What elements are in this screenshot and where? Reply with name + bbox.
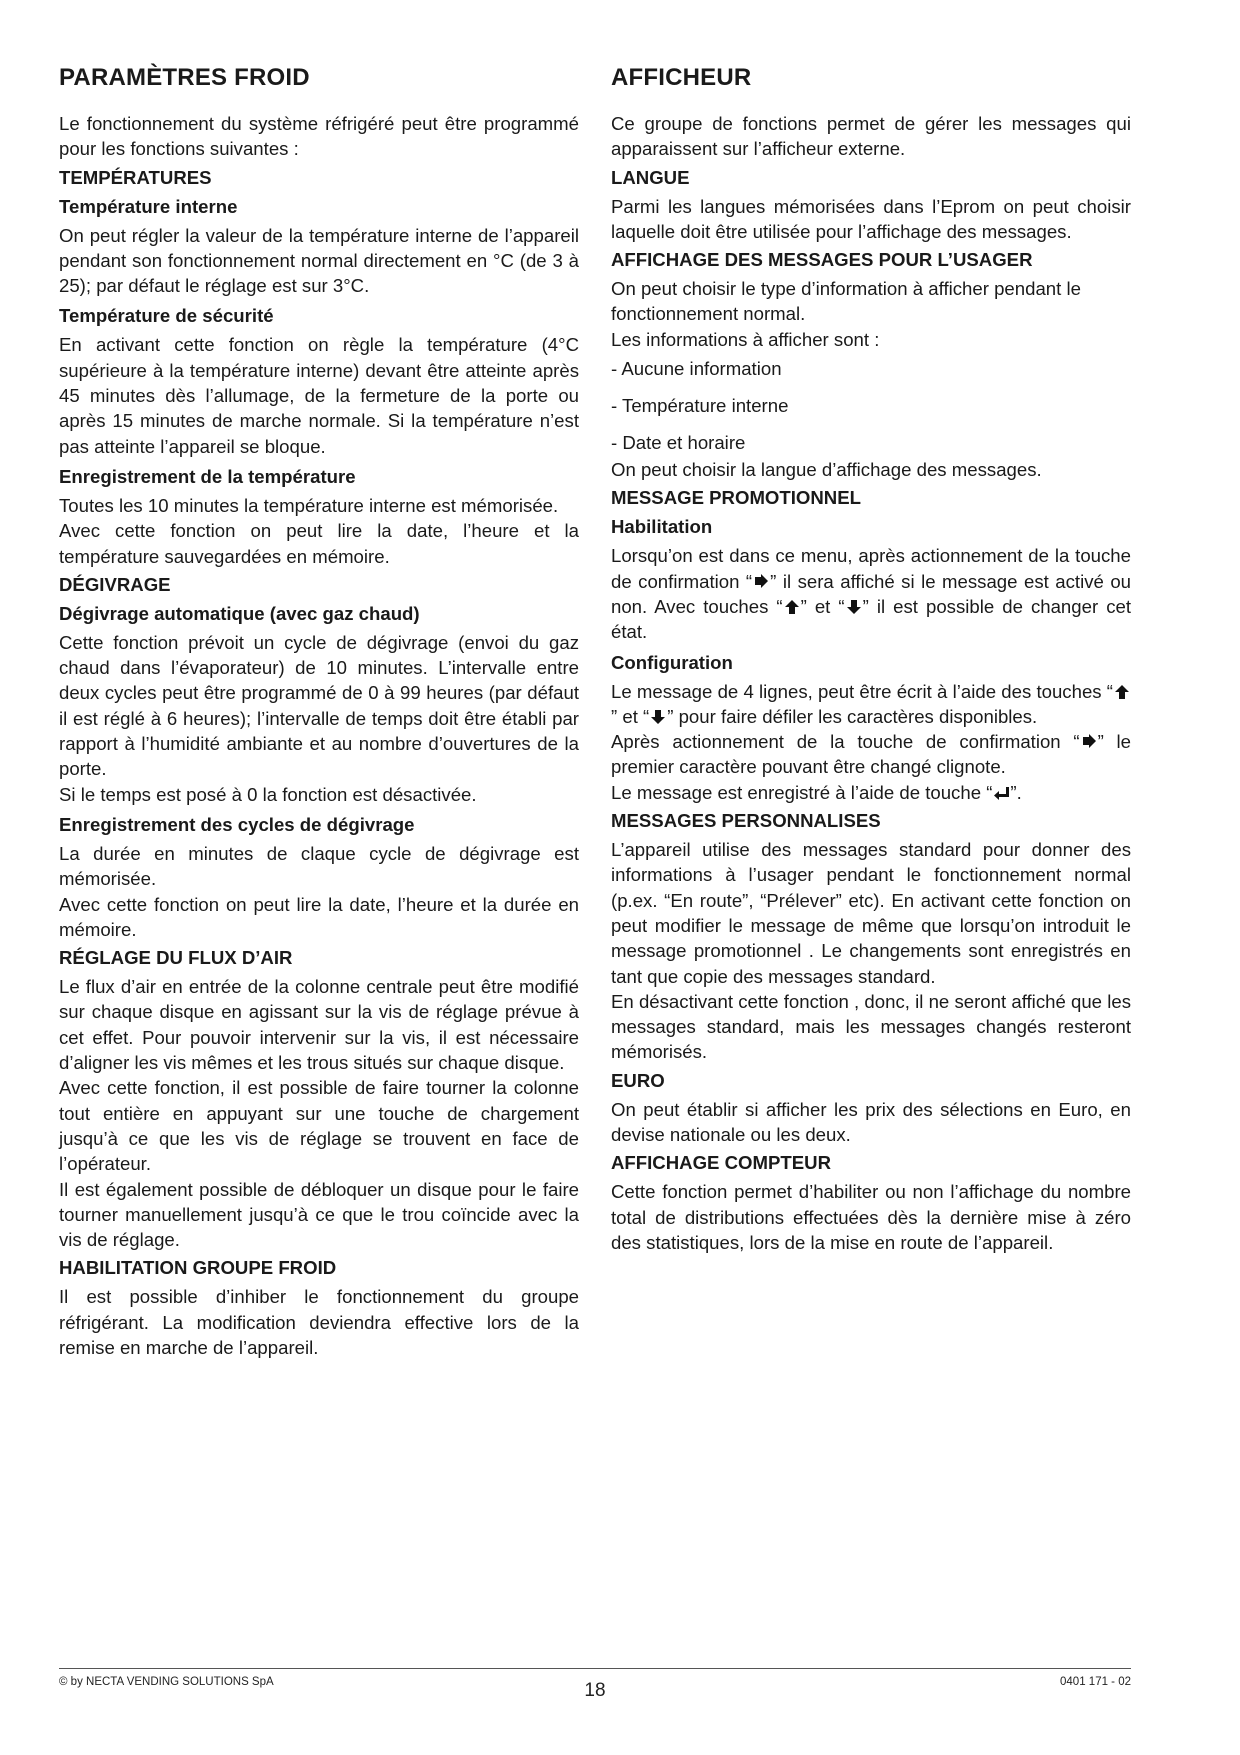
paragraph-affichage-compteur: Cette fonction permet d’habiliter ou non l’affichage du nombre total de distributions effectuées dès la dernière mise à zéro des statistiques, lors de la mise en route de l’appareil. bbox=[611, 1181, 1131, 1253]
paragraph-messages-personnalises-1: L’appareil utilise des messages standard pour donner des informations à l’usager pendant le fonctionnement normal (p.ex. “En route”, “Prélever” etc). En activant cette fonction on peut modifier le message de même que lorsqu’on introduit le message promotionnel . Le changements sont enregistrés en tant que copie des messages standard. bbox=[611, 839, 1131, 987]
page-number: 18 bbox=[584, 1680, 606, 1701]
heading-affichage-messages-usager: AFFICHAGE DES MESSAGES POUR L’USAGER bbox=[611, 249, 1033, 271]
text-fragment: ” il sera affiché si le message est activé ou non. Avec touches “ bbox=[611, 570, 1132, 617]
paragraph-usager-3: On peut choisir la langue d’affichage des messages. bbox=[611, 459, 1042, 481]
text-fragment: ” et “ bbox=[800, 595, 845, 617]
paragraph-habilitation bbox=[611, 543, 1131, 644]
heading-messages-personnalises: MESSAGES PERSONNALISES bbox=[611, 810, 881, 832]
paragraph-configuration-2 bbox=[611, 729, 1131, 780]
paragraph-langue: Parmi les langues mémorisées dans l’Eprom on peut choisir laquelle doit être utilisée pour l’affichage des messages. bbox=[611, 195, 1131, 242]
confirm-arrow-icon bbox=[1081, 734, 1097, 750]
text-fragment: ”. bbox=[1010, 781, 1022, 803]
paragraph-enregistrement-cycles-2: Avec cette fonction on peut lire la date, l’heure et la durée en mémoire. bbox=[59, 893, 579, 940]
paragraph-enregistrement-cycles-1: La durée en minutes de claque cycle de dégivrage est mémorisée. bbox=[59, 842, 579, 890]
left-column bbox=[59, 64, 579, 1360]
footer-copyright: © by NECTA VENDING SOLUTIONS SpA bbox=[59, 1676, 274, 1688]
down-arrow-icon bbox=[650, 709, 666, 725]
confirm-arrow-icon bbox=[753, 574, 769, 590]
heading-degivrage: DÉGIVRAGE bbox=[59, 573, 171, 595]
section-title-parametres-froid: PARAMÈTRES FROID bbox=[59, 64, 310, 91]
paragraph-flux-air-3: Il est également possible de débloquer un disque pour le faire tourner manuellement jusqu’à ce que le trou coïncide avec la vis de réglage. bbox=[59, 1178, 579, 1251]
paragraph-usager-2: Les informations à afficher sont : bbox=[611, 328, 880, 350]
text-fragment: Le message est enregistré à l’aide de touche “ bbox=[611, 781, 993, 803]
footer-divider bbox=[59, 1668, 1131, 1669]
paragraph-configuration-1 bbox=[611, 679, 1131, 730]
text-fragment: ” pour faire défiler les caractères disponibles. bbox=[667, 705, 1038, 727]
heading-affichage-compteur: AFFICHAGE COMPTEUR bbox=[611, 1152, 832, 1174]
paragraph-temperature-securite: En activant cette fonction on règle la température (4°C supérieure à la température interne) devant être atteinte après 45 minutes dès l’allumage, de la fermeture de la porte ou après 15 minutes de marche normale. Si la température n’est pas atteinte l’appareil se bloque. bbox=[59, 334, 579, 457]
right-column bbox=[611, 64, 1131, 1255]
paragraph-afficheur-intro: Ce groupe de fonctions permet de gérer les messages qui apparaissent sur l’afficheur externe. bbox=[611, 113, 1131, 160]
text-fragment: Lorsqu’on est dans ce menu, après actionnement de la touche de confirmation “ bbox=[611, 545, 1131, 592]
list-item-aucune-information: - Aucune information bbox=[611, 358, 782, 380]
subheading-habilitation: Habilitation bbox=[611, 516, 713, 538]
paragraph-messages-personnalises-2: En désactivant cette fonction , donc, il ne seront affiché que les messages standard, mais les messages changés resteront mémorisés. bbox=[611, 990, 1131, 1063]
up-arrow-icon bbox=[784, 599, 800, 615]
enter-arrow-icon bbox=[993, 785, 1009, 801]
paragraph-flux-air-1: Le flux d’air en entrée de la colonne centrale peut être modifié sur chaque disque en agissant sur la vis de réglage prévue à cet effet. Pour pouvoir intervenir sur la vis, il est nécessaire d’aligner les vis mêmes et les trous situés sur chaque disque. bbox=[59, 976, 579, 1074]
heading-reglage-flux-air: RÉGLAGE DU FLUX D’AIR bbox=[59, 947, 293, 969]
up-arrow-icon bbox=[1114, 684, 1130, 700]
paragraph-groupe-froid: Il est possible d’inhiber le fonctionnement du groupe réfrigérant. La modification deviendra effective lors de la remise en marche de l’appareil. bbox=[59, 1286, 579, 1358]
subheading-enregistrement-cycles: Enregistrement des cycles de dégivrage bbox=[59, 813, 415, 835]
section-title-afficheur: AFFICHEUR bbox=[611, 64, 752, 91]
paragraph-temperature-interne: On peut régler la valeur de la température interne de l’appareil pendant son fonctionnement normal directement en °C (de 3 à 25); par défaut le réglage est sur 3°C. bbox=[59, 224, 579, 297]
subheading-temperature-securite: Température de sécurité bbox=[59, 305, 274, 327]
text-fragment: ” et “ bbox=[611, 705, 650, 727]
heading-langue: LANGUE bbox=[611, 166, 690, 188]
paragraph-euro: On peut établir si afficher les prix des sélections en Euro, en devise nationale ou les deux. bbox=[611, 1098, 1131, 1146]
paragraph-usager-1: On peut choisir le type d’information à afficher pendant le fonctionnement normal. bbox=[611, 278, 1081, 325]
intro-paragraph: Le fonctionnement du système réfrigéré peut être programmé pour les fonctions suivantes : bbox=[59, 113, 579, 160]
paragraph-enregistrement-temperature-2: Avec cette fonction on peut lire la date, l’heure et la température sauvegardées en mémoire. bbox=[59, 520, 579, 567]
paragraph-enregistrement-temperature-1: Toutes les 10 minutes la température interne est mémorisée. bbox=[59, 494, 559, 516]
text-fragment: Le message de 4 lignes, peut être écrit à l’aide des touches “ bbox=[611, 680, 1113, 702]
heading-temperatures: TEMPÉRATURES bbox=[59, 166, 212, 188]
heading-message-promotionnel: MESSAGE PROMOTIONNEL bbox=[611, 487, 861, 509]
text-fragment: Après actionnement de la touche de confirmation “ bbox=[611, 731, 1080, 753]
list-item-temperature-interne: - Température interne bbox=[611, 395, 789, 417]
document-code: 0401 171 - 02 bbox=[1060, 1676, 1131, 1688]
heading-euro: EURO bbox=[611, 1069, 665, 1091]
subheading-configuration: Configuration bbox=[611, 651, 733, 673]
heading-habilitation-groupe-froid: HABILITATION GROUPE FROID bbox=[59, 1257, 337, 1279]
subheading-enregistrement-temperature: Enregistrement de la température bbox=[59, 465, 356, 487]
paragraph-degivrage-desactive: Si le temps est posé à 0 la fonction est désactivée. bbox=[59, 783, 477, 805]
paragraph-flux-air-2: Avec cette fonction, il est possible de faire tourner la colonne tout entière en appuyant sur une touche de chargement jusqu’à ce que les vis de réglage se trouvent en face de l’opérateur. bbox=[59, 1077, 579, 1175]
text-fragment: ” il est possible de changer cet état. bbox=[611, 595, 1131, 643]
text-fragment: ” le premier caractère pouvant être changé clignote. bbox=[611, 731, 1131, 778]
down-arrow-icon bbox=[846, 599, 862, 615]
paragraph-configuration-3 bbox=[611, 780, 1131, 805]
paragraph-degivrage-automatique: Cette fonction prévoit un cycle de dégivrage (envoi du gaz chaud dans l’évaporateur) de 10 minutes. L’intervalle entre deux cycles peut être programmé de 0 à 99 heures (par défaut il est réglé à 6 heures); l’intervalle de temps doit être établi par rapport à l’humidité ambiante et au nombre d’ouvertures de la porte. bbox=[59, 631, 579, 780]
subheading-temperature-interne: Température interne bbox=[59, 195, 238, 217]
subheading-degivrage-automatique: Dégivrage automatique (avec gaz chaud) bbox=[59, 602, 420, 624]
list-item-date-horaire: - Date et horaire bbox=[611, 432, 746, 454]
